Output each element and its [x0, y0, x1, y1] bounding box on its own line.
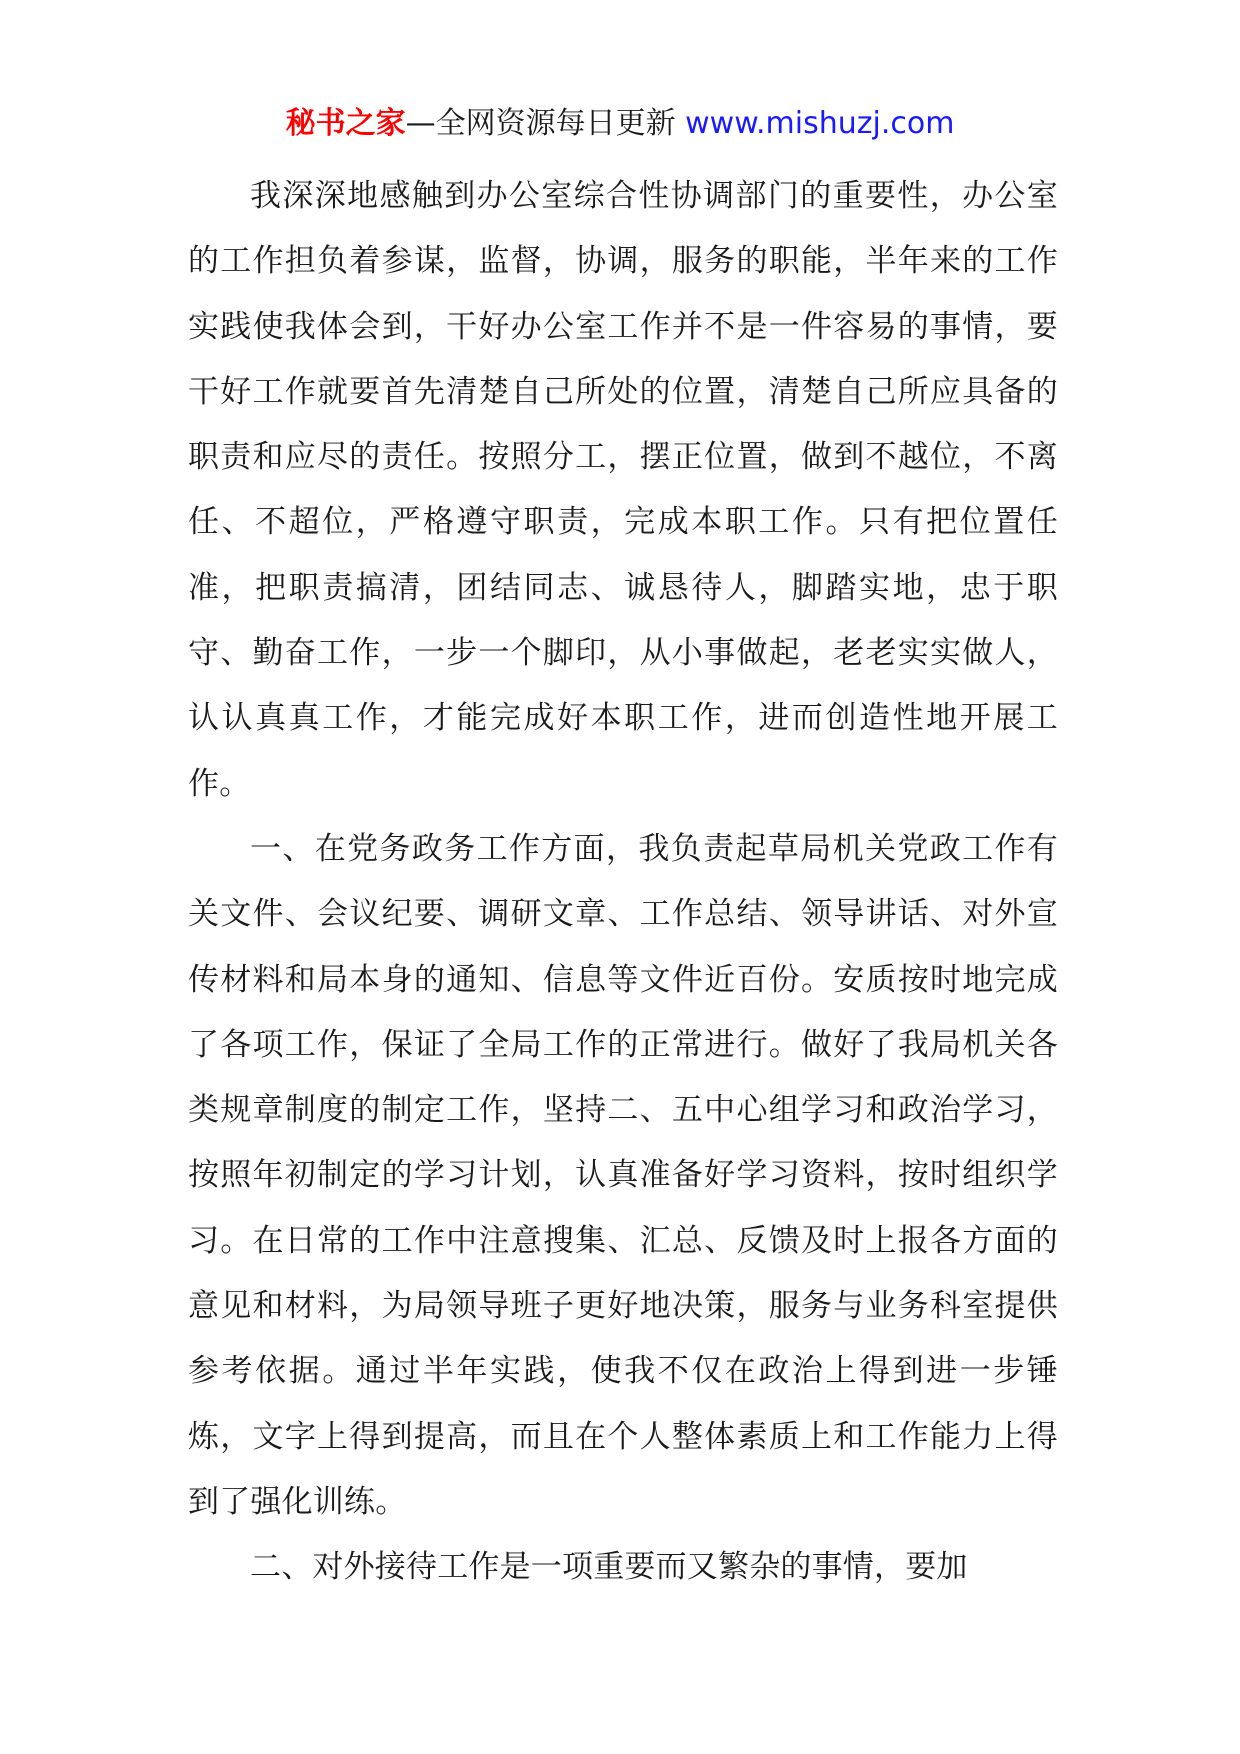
paragraph-section-one: 一、在党务政务工作方面，我负责起草局机关党政工作有关文件、会议纪要、调研文章、工作总结、领导讲话、对外宣传材料和局本身的通知、信息等文件近百份。安质按时地完成了各项工作，保证了全局工作的正常进行。做好了我局机关各类规章制度的制定工作，坚持二、五中心组学习和政治学习，按照年初制定的学习计划，认真准备好学习资料，按时组织学习。在日常的工作中注意搜集、汇总、反馈及时上报各方面的意见和材料，为局领导班子更好地决策，服务与业务科室提供参考依据。通过半年实践，使我不仅在政治上得到进一步锤炼，文字上得到提高，而且在个人整体素质上和工作能力上得到了强化训练。 [188, 830, 1058, 1520]
paragraph-section-two: 二、对外接待工作是一项重要而又繁杂的事情，要加 [250, 1549, 968, 1586]
header-tagline: —全网资源每日更新 [405, 106, 676, 141]
page-header [0, 102, 1240, 146]
brand-name: 秘书之家 [285, 106, 406, 141]
site-url-link[interactable]: www.mishuzj.com [685, 106, 955, 141]
document-body [188, 164, 1058, 1601]
paragraph-intro: 我深深地感触到办公室综合性协调部门的重要性，办公室的工作担负着参谋，监督，协调，服务的职能，半年来的工作实践使我体会到，干好办公室工作并不是一件容易的事情，要干好工作就要首先清楚自己所处的位置，清楚自己所应具备的职责和应尽的责任。按照分工，摆正位置，做到不越位，不离任、不超位，严格遵守职责，完成本职工作。只有把位置任准，把职责搞清，团结同志、诚恳待人，脚踏实地，忠于职守、勤奋工作，一步一个脚印，从小事做起，老老实实做人，认认真真工作，才能完成好本职工作，进而创造性地开展工作。 [188, 178, 1058, 802]
